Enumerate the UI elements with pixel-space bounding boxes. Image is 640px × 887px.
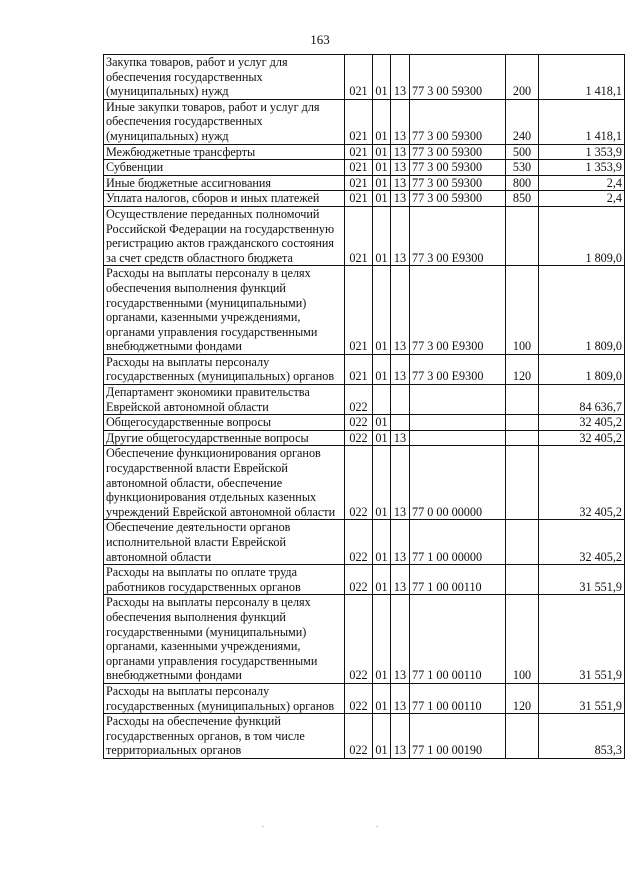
subsection-code-cell: 13 bbox=[391, 144, 410, 160]
row-name-cell: Обеспечение функционирования органов государственной власти Еврейской автономной области, обеспечение функционирования отдельных казенных учреждений Еврейской автономной области bbox=[104, 446, 345, 520]
expense-type-cell: 100 bbox=[506, 595, 539, 684]
amount-cell: 32 405,2 bbox=[539, 446, 625, 520]
row-name-cell: Межбюджетные трансферты bbox=[104, 144, 345, 160]
amount-cell: 1 809,0 bbox=[539, 206, 625, 265]
ministry-code-cell: 022 bbox=[345, 714, 373, 759]
ministry-code-cell: 021 bbox=[345, 206, 373, 265]
amount-cell: 1 809,0 bbox=[539, 266, 625, 355]
amount-cell: 84 636,7 bbox=[539, 385, 625, 415]
ministry-code-cell: 022 bbox=[345, 595, 373, 684]
row-name-cell: Уплата налогов, сборов и иных платежей bbox=[104, 191, 345, 207]
section-code-cell: 01 bbox=[373, 191, 391, 207]
target-article-cell bbox=[410, 430, 506, 446]
expense-type-cell: 120 bbox=[506, 683, 539, 713]
subsection-code-cell: 13 bbox=[391, 520, 410, 565]
table-body bbox=[104, 55, 625, 759]
expense-type-cell bbox=[506, 714, 539, 759]
table-row bbox=[104, 354, 625, 384]
row-name-cell: Расходы на выплаты по оплате труда работников государственных органов bbox=[104, 565, 345, 595]
table-row bbox=[104, 565, 625, 595]
table-row bbox=[104, 160, 625, 176]
ministry-code-cell: 022 bbox=[345, 565, 373, 595]
target-article-cell: 77 3 00 E9300 bbox=[410, 206, 506, 265]
row-name-cell: Субвенции bbox=[104, 160, 345, 176]
section-code-cell: 01 bbox=[373, 595, 391, 684]
expense-type-cell bbox=[506, 520, 539, 565]
target-article-cell: 77 3 00 E9300 bbox=[410, 266, 506, 355]
subsection-code-cell bbox=[391, 385, 410, 415]
section-code-cell: 01 bbox=[373, 55, 391, 100]
ministry-code-cell: 021 bbox=[345, 144, 373, 160]
expense-type-cell bbox=[506, 385, 539, 415]
ministry-code-cell: 021 bbox=[345, 175, 373, 191]
budget-table bbox=[103, 54, 625, 759]
scan-mark: . bbox=[376, 820, 378, 829]
target-article-cell bbox=[410, 415, 506, 431]
ministry-code-cell: 022 bbox=[345, 430, 373, 446]
section-code-cell: 01 bbox=[373, 354, 391, 384]
expense-type-cell bbox=[506, 415, 539, 431]
row-name-cell: Расходы на выплаты персоналу в целях обеспечения выполнения функций государственными (муниципальными) органами, казенными учреждениями, органами управления государственными внебюджетными фондами bbox=[104, 266, 345, 355]
page-number: 163 bbox=[310, 32, 330, 47]
subsection-code-cell: 13 bbox=[391, 206, 410, 265]
target-article-cell: 77 1 00 00110 bbox=[410, 595, 506, 684]
amount-cell: 853,3 bbox=[539, 714, 625, 759]
expense-type-cell: 800 bbox=[506, 175, 539, 191]
subsection-code-cell: 13 bbox=[391, 683, 410, 713]
table-row bbox=[104, 385, 625, 415]
section-code-cell: 01 bbox=[373, 175, 391, 191]
row-name-cell: Иные закупки товаров, работ и услуг для обеспечения государственных (муниципальных) нужд bbox=[104, 99, 345, 144]
section-code-cell: 01 bbox=[373, 430, 391, 446]
subsection-code-cell: 13 bbox=[391, 160, 410, 176]
amount-cell: 32 405,2 bbox=[539, 415, 625, 431]
row-name-cell: Иные бюджетные ассигнования bbox=[104, 175, 345, 191]
ministry-code-cell: 021 bbox=[345, 266, 373, 355]
section-code-cell: 01 bbox=[373, 565, 391, 595]
target-article-cell: 77 3 00 59300 bbox=[410, 144, 506, 160]
table-row bbox=[104, 206, 625, 265]
subsection-code-cell: 13 bbox=[391, 714, 410, 759]
section-code-cell: 01 bbox=[373, 99, 391, 144]
target-article-cell: 77 3 00 59300 bbox=[410, 175, 506, 191]
table-row bbox=[104, 99, 625, 144]
table-row bbox=[104, 144, 625, 160]
subsection-code-cell: 13 bbox=[391, 99, 410, 144]
amount-cell: 1 418,1 bbox=[539, 55, 625, 100]
subsection-code-cell bbox=[391, 415, 410, 431]
row-name-cell: Расходы на обеспечение функций государственных органов, в том числе территориальных органов bbox=[104, 714, 345, 759]
subsection-code-cell: 13 bbox=[391, 266, 410, 355]
expense-type-cell: 100 bbox=[506, 266, 539, 355]
ministry-code-cell: 022 bbox=[345, 385, 373, 415]
target-article-cell: 77 1 00 00110 bbox=[410, 565, 506, 595]
expense-type-cell bbox=[506, 430, 539, 446]
section-code-cell: 01 bbox=[373, 160, 391, 176]
table-row bbox=[104, 446, 625, 520]
amount-cell: 31 551,9 bbox=[539, 683, 625, 713]
subsection-code-cell: 13 bbox=[391, 430, 410, 446]
subsection-code-cell: 13 bbox=[391, 191, 410, 207]
amount-cell: 32 405,2 bbox=[539, 430, 625, 446]
row-name-cell: Общегосударственные вопросы bbox=[104, 415, 345, 431]
target-article-cell: 77 3 00 59300 bbox=[410, 191, 506, 207]
ministry-code-cell: 021 bbox=[345, 354, 373, 384]
amount-cell: 2,4 bbox=[539, 191, 625, 207]
expense-type-cell: 530 bbox=[506, 160, 539, 176]
table-row bbox=[104, 520, 625, 565]
subsection-code-cell: 13 bbox=[391, 175, 410, 191]
table-row bbox=[104, 714, 625, 759]
section-code-cell bbox=[373, 385, 391, 415]
table-row bbox=[104, 415, 625, 431]
expense-type-cell bbox=[506, 206, 539, 265]
subsection-code-cell: 13 bbox=[391, 446, 410, 520]
target-article-cell: 77 0 00 00000 bbox=[410, 446, 506, 520]
subsection-code-cell: 13 bbox=[391, 354, 410, 384]
expense-type-cell bbox=[506, 446, 539, 520]
target-article-cell: 77 3 00 59300 bbox=[410, 55, 506, 100]
expense-type-cell: 200 bbox=[506, 55, 539, 100]
amount-cell: 1 809,0 bbox=[539, 354, 625, 384]
expense-type-cell: 850 bbox=[506, 191, 539, 207]
amount-cell: 31 551,9 bbox=[539, 595, 625, 684]
target-article-cell: 77 1 00 00110 bbox=[410, 683, 506, 713]
section-code-cell: 01 bbox=[373, 520, 391, 565]
target-article-cell: 77 1 00 00190 bbox=[410, 714, 506, 759]
expense-type-cell: 120 bbox=[506, 354, 539, 384]
ministry-code-cell: 021 bbox=[345, 160, 373, 176]
target-article-cell bbox=[410, 385, 506, 415]
target-article-cell: 77 1 00 00000 bbox=[410, 520, 506, 565]
expense-type-cell bbox=[506, 565, 539, 595]
section-code-cell: 01 bbox=[373, 266, 391, 355]
ministry-code-cell: 022 bbox=[345, 415, 373, 431]
ministry-code-cell: 021 bbox=[345, 55, 373, 100]
target-article-cell: 77 3 00 59300 bbox=[410, 160, 506, 176]
row-name-cell: Расходы на выплаты персоналу в целях обеспечения выполнения функций государственными (муниципальными) органами, казенными учреждениями, органами управления государственными внебюджетными фондами bbox=[104, 595, 345, 684]
table-row bbox=[104, 595, 625, 684]
section-code-cell: 01 bbox=[373, 714, 391, 759]
ministry-code-cell: 021 bbox=[345, 191, 373, 207]
ministry-code-cell: 021 bbox=[345, 99, 373, 144]
expense-type-cell: 240 bbox=[506, 99, 539, 144]
ministry-code-cell: 022 bbox=[345, 446, 373, 520]
row-name-cell: Другие общегосударственные вопросы bbox=[104, 430, 345, 446]
table-row bbox=[104, 683, 625, 713]
table-row bbox=[104, 175, 625, 191]
amount-cell: 31 551,9 bbox=[539, 565, 625, 595]
amount-cell: 1 418,1 bbox=[539, 99, 625, 144]
target-article-cell: 77 3 00 59300 bbox=[410, 99, 506, 144]
table-row bbox=[104, 266, 625, 355]
target-article-cell: 77 3 00 E9300 bbox=[410, 354, 506, 384]
table-row bbox=[104, 430, 625, 446]
amount-cell: 32 405,2 bbox=[539, 520, 625, 565]
amount-cell: 1 353,9 bbox=[539, 144, 625, 160]
ministry-code-cell: 022 bbox=[345, 683, 373, 713]
row-name-cell: Департамент экономики правительства Еврейской автономной области bbox=[104, 385, 345, 415]
scan-mark: . bbox=[262, 820, 264, 829]
row-name-cell: Обеспечение деятельности органов исполнительной власти Еврейской автономной области bbox=[104, 520, 345, 565]
row-name-cell: Расходы на выплаты персоналу государственных (муниципальных) органов bbox=[104, 354, 345, 384]
amount-cell: 1 353,9 bbox=[539, 160, 625, 176]
row-name-cell: Закупка товаров, работ и услуг для обеспечения государственных (муниципальных) нужд bbox=[104, 55, 345, 100]
section-code-cell: 01 bbox=[373, 415, 391, 431]
table-row bbox=[104, 191, 625, 207]
section-code-cell: 01 bbox=[373, 446, 391, 520]
ministry-code-cell: 022 bbox=[345, 520, 373, 565]
section-code-cell: 01 bbox=[373, 683, 391, 713]
amount-cell: 2,4 bbox=[539, 175, 625, 191]
subsection-code-cell: 13 bbox=[391, 595, 410, 684]
section-code-cell: 01 bbox=[373, 206, 391, 265]
row-name-cell: Расходы на выплаты персоналу государственных (муниципальных) органов bbox=[104, 683, 345, 713]
row-name-cell: Осуществление переданных полномочий Российской Федерации на государственную регистрацию актов гражданского состояния за счет средств областного бюджета bbox=[104, 206, 345, 265]
subsection-code-cell: 13 bbox=[391, 55, 410, 100]
section-code-cell: 01 bbox=[373, 144, 391, 160]
subsection-code-cell: 13 bbox=[391, 565, 410, 595]
expense-type-cell: 500 bbox=[506, 144, 539, 160]
table-row bbox=[104, 55, 625, 100]
